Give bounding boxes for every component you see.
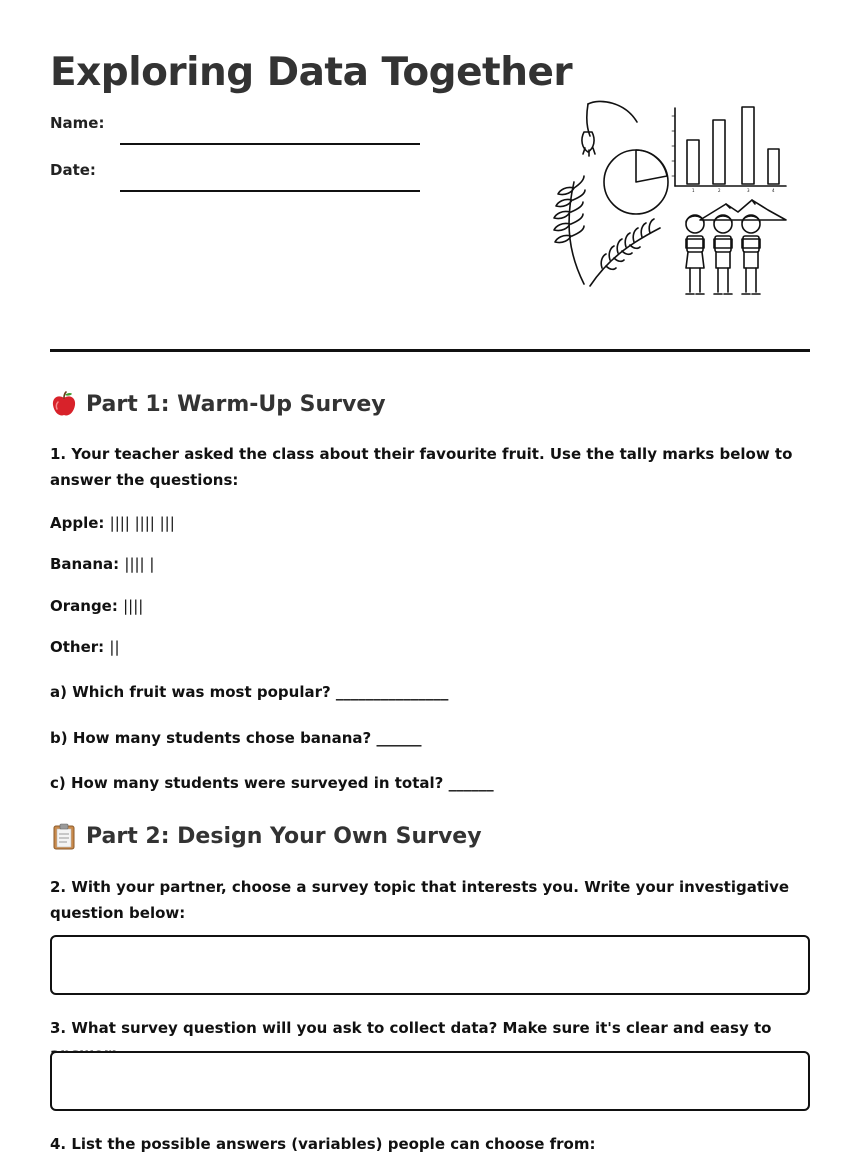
question-1: 1. Your teacher asked the class about their favourite fruit. Use the tally marks below to answer the questions: [50,445,793,489]
bar-chart-icon [672,107,786,193]
tally-label: Banana: [50,555,120,573]
clipboard-icon [50,822,78,850]
tally-label: Orange: [50,597,118,615]
mountains-icon [700,200,786,220]
name-label: Name: [50,114,105,132]
tally-row-apple [50,513,175,533]
apple-icon [50,390,78,418]
question-1a: a) Which fruit was most popular? _______________ [50,683,449,701]
tally-label: Other: [50,638,105,656]
pie-chart-icon [604,150,668,214]
svg-text:3: 3 [747,188,750,193]
page-title: Exploring Data Together [50,50,573,95]
part1-heading [50,390,386,418]
svg-text:4: 4 [772,188,775,193]
question-1c: c) How many students were surveyed in total? ______ [50,774,494,792]
question-1b: b) How many students chose banana? ______ [50,729,422,747]
plant-icon [582,101,637,156]
name-field-row [50,116,420,146]
part2-heading-text: Part 2: Design Your Own Survey [86,823,482,849]
tally-marks: |||| | [124,555,155,573]
date-line[interactable] [120,190,420,192]
question-3: 3. What survey question will you ask to collect data? Make sure it's clear and easy to [50,1019,772,1037]
part1-heading-text: Part 1: Warm-Up Survey [86,391,386,417]
tally-row-other [50,637,120,657]
part2-heading [50,822,482,850]
svg-text:1: 1 [692,188,695,193]
fern-icon [554,176,585,284]
question-2: 2. With your partner, choose a survey topic that interests you. Write your investigative question below: [50,878,790,922]
students-icon [686,215,760,294]
section-divider [50,349,810,352]
tally-row-banana [50,554,154,574]
svg-text:2: 2 [718,188,721,193]
data-illustration [540,96,790,304]
tally-marks: |||| |||| ||| [109,514,175,532]
fern-icon-2 [590,219,660,286]
tally-row-orange [50,596,143,616]
tally-marks: |||| [123,597,144,615]
answer-box-q2[interactable] [50,935,810,995]
tally-marks: || [109,638,120,656]
name-line[interactable] [120,143,420,145]
date-label: Date: [50,161,96,179]
question-4: 4. List the possible answers (variables) people can choose from: [50,1135,596,1153]
date-field-row [50,163,420,193]
answer-box-q3[interactable] [50,1051,810,1111]
tally-label: Apple: [50,514,105,532]
